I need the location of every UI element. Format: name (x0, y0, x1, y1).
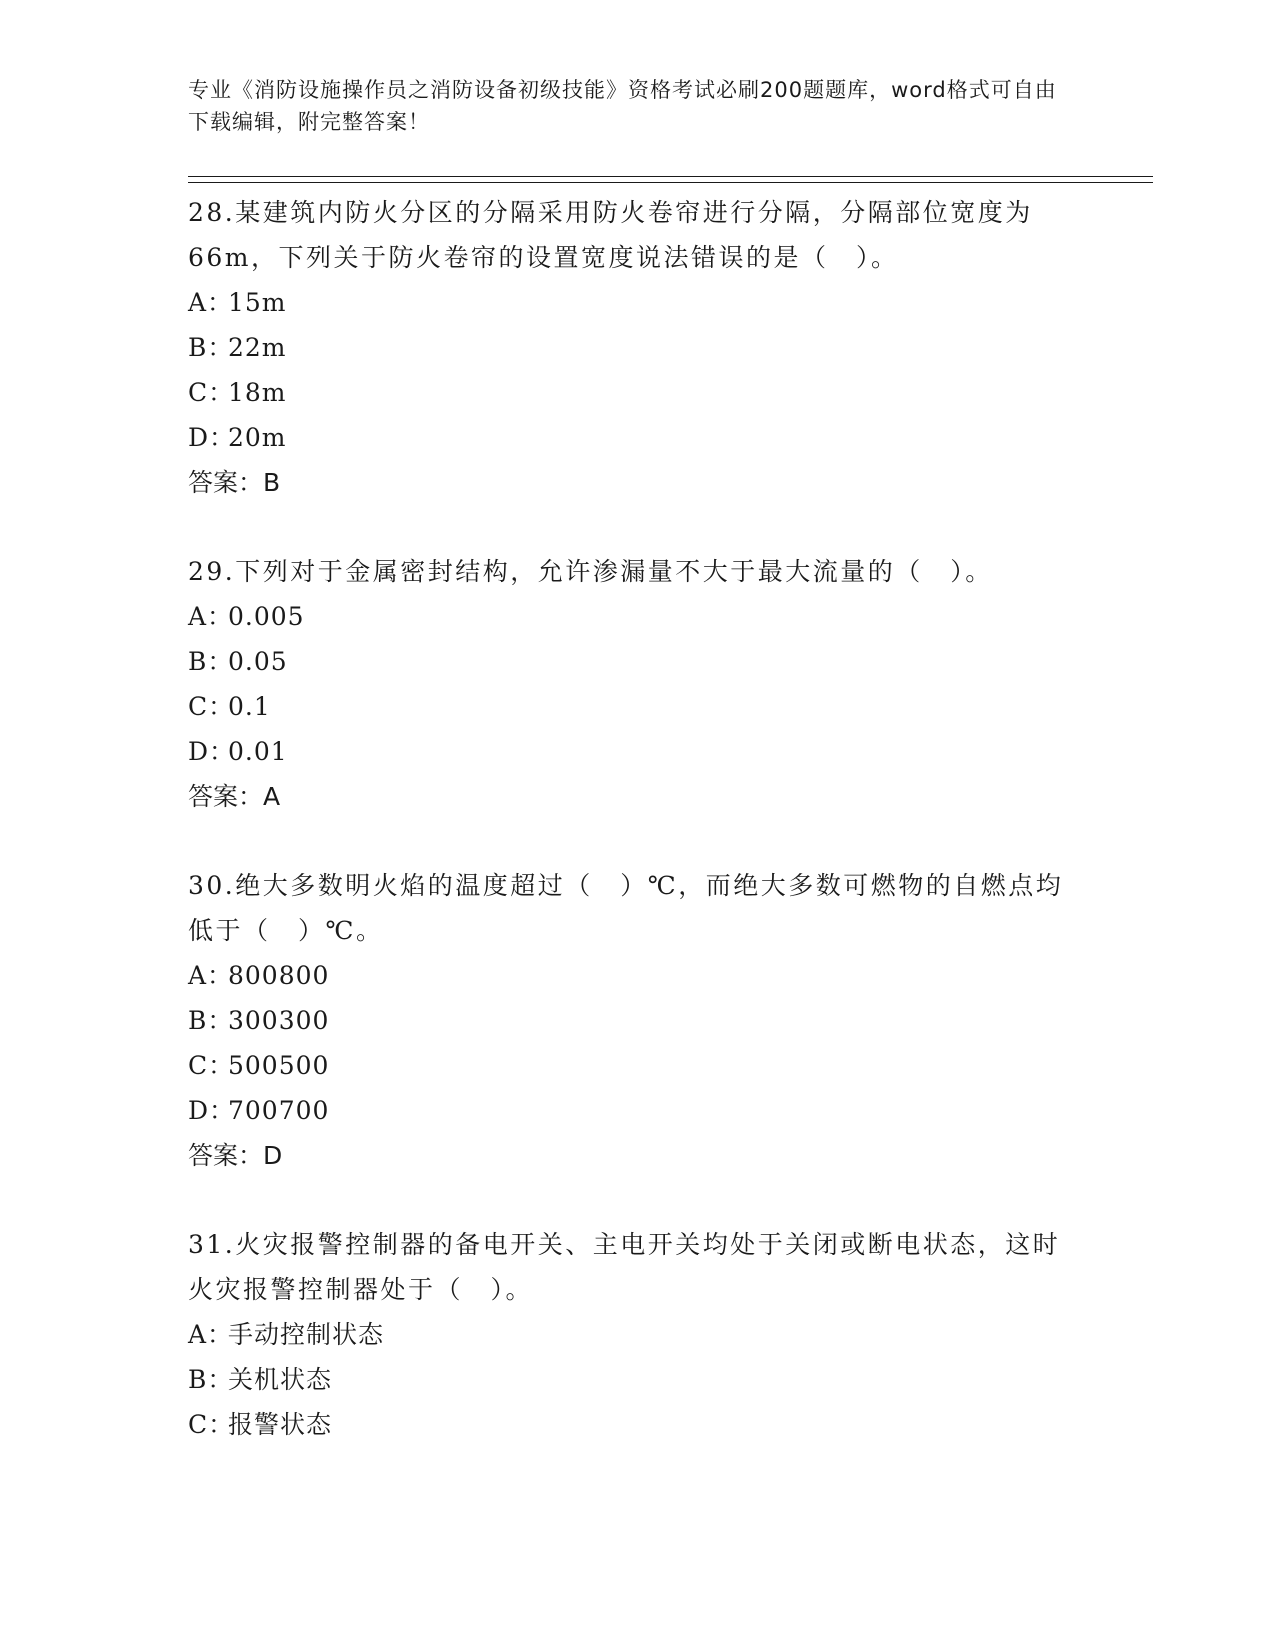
answer-line: 答案：B (188, 468, 281, 497)
option-text: 700700 (228, 1096, 330, 1125)
question-30 (188, 863, 1068, 1178)
option-key: D： (188, 737, 236, 766)
header-divider-bottom (188, 182, 1153, 183)
option-text: 关机状态 (228, 1365, 333, 1394)
question-29 (188, 549, 1068, 819)
option-key: C： (188, 1051, 235, 1080)
option-c (188, 684, 1068, 729)
question-stem: 31.火灾报警控制器的备电开关、主电开关均处于关闭或断电状态，这时火灾报警控制器处于（ ）。 (188, 1230, 1061, 1304)
option-a (188, 1312, 1068, 1357)
option-key: A： (188, 602, 234, 631)
option-a (188, 280, 1068, 325)
option-key: D： (188, 423, 236, 452)
answer-line: 答案：A (188, 782, 281, 811)
option-text: 800800 (228, 961, 330, 990)
option-c (188, 370, 1068, 415)
option-key: B： (188, 1365, 234, 1394)
option-text: 500500 (228, 1051, 330, 1080)
option-c (188, 1043, 1068, 1088)
option-text: 0.05 (228, 647, 288, 676)
option-key: C： (188, 1410, 235, 1439)
option-key: B： (188, 647, 234, 676)
option-text: 报警状态 (228, 1410, 333, 1439)
option-a (188, 594, 1068, 639)
option-key: C： (188, 378, 235, 407)
option-text: 0.005 (228, 602, 305, 631)
option-key: C： (188, 692, 235, 721)
option-text: 300300 (228, 1006, 330, 1035)
option-text: 22m (228, 333, 287, 362)
option-text: 15m (228, 288, 287, 317)
option-b (188, 998, 1068, 1043)
option-text: 手动控制状态 (228, 1320, 385, 1349)
question-list (188, 190, 1068, 1491)
answer-line: 答案：D (188, 1141, 283, 1170)
option-d (188, 415, 1068, 460)
option-b (188, 1357, 1068, 1402)
question-stem: 29.下列对于金属密封结构，允许渗漏量不大于最大流量的（ ）。 (188, 557, 993, 586)
option-key: A： (188, 961, 234, 990)
document-header: 专业《消防设施操作员之消防设备初级技能》资格考试必刷200题题库，word格式可自由下载编辑，附完整答案！ (188, 78, 1057, 134)
option-b (188, 325, 1068, 370)
option-key: B： (188, 1006, 234, 1035)
question-28 (188, 190, 1068, 505)
header-divider-top (188, 176, 1153, 177)
option-d (188, 1088, 1068, 1133)
question-stem: 28.某建筑内防火分区的分隔采用防火卷帘进行分隔，分隔部位宽度为66m，下列关于防火卷帘的设置宽度说法错误的是（ ）。 (188, 198, 1033, 272)
option-c (188, 1402, 1068, 1447)
option-a (188, 953, 1068, 998)
question-stem: 30.绝大多数明火焰的温度超过（ ）℃，而绝大多数可燃物的自燃点均低于（ ）℃。 (188, 871, 1064, 945)
option-key: B： (188, 333, 234, 362)
option-text: 18m (228, 378, 287, 407)
option-key: D： (188, 1096, 236, 1125)
option-key: A： (188, 288, 234, 317)
option-key: A： (188, 1320, 234, 1349)
option-text: 20m (228, 423, 287, 452)
option-d (188, 729, 1068, 774)
option-b (188, 639, 1068, 684)
option-text: 0.01 (228, 737, 288, 766)
question-31 (188, 1222, 1068, 1447)
option-text: 0.1 (228, 692, 271, 721)
